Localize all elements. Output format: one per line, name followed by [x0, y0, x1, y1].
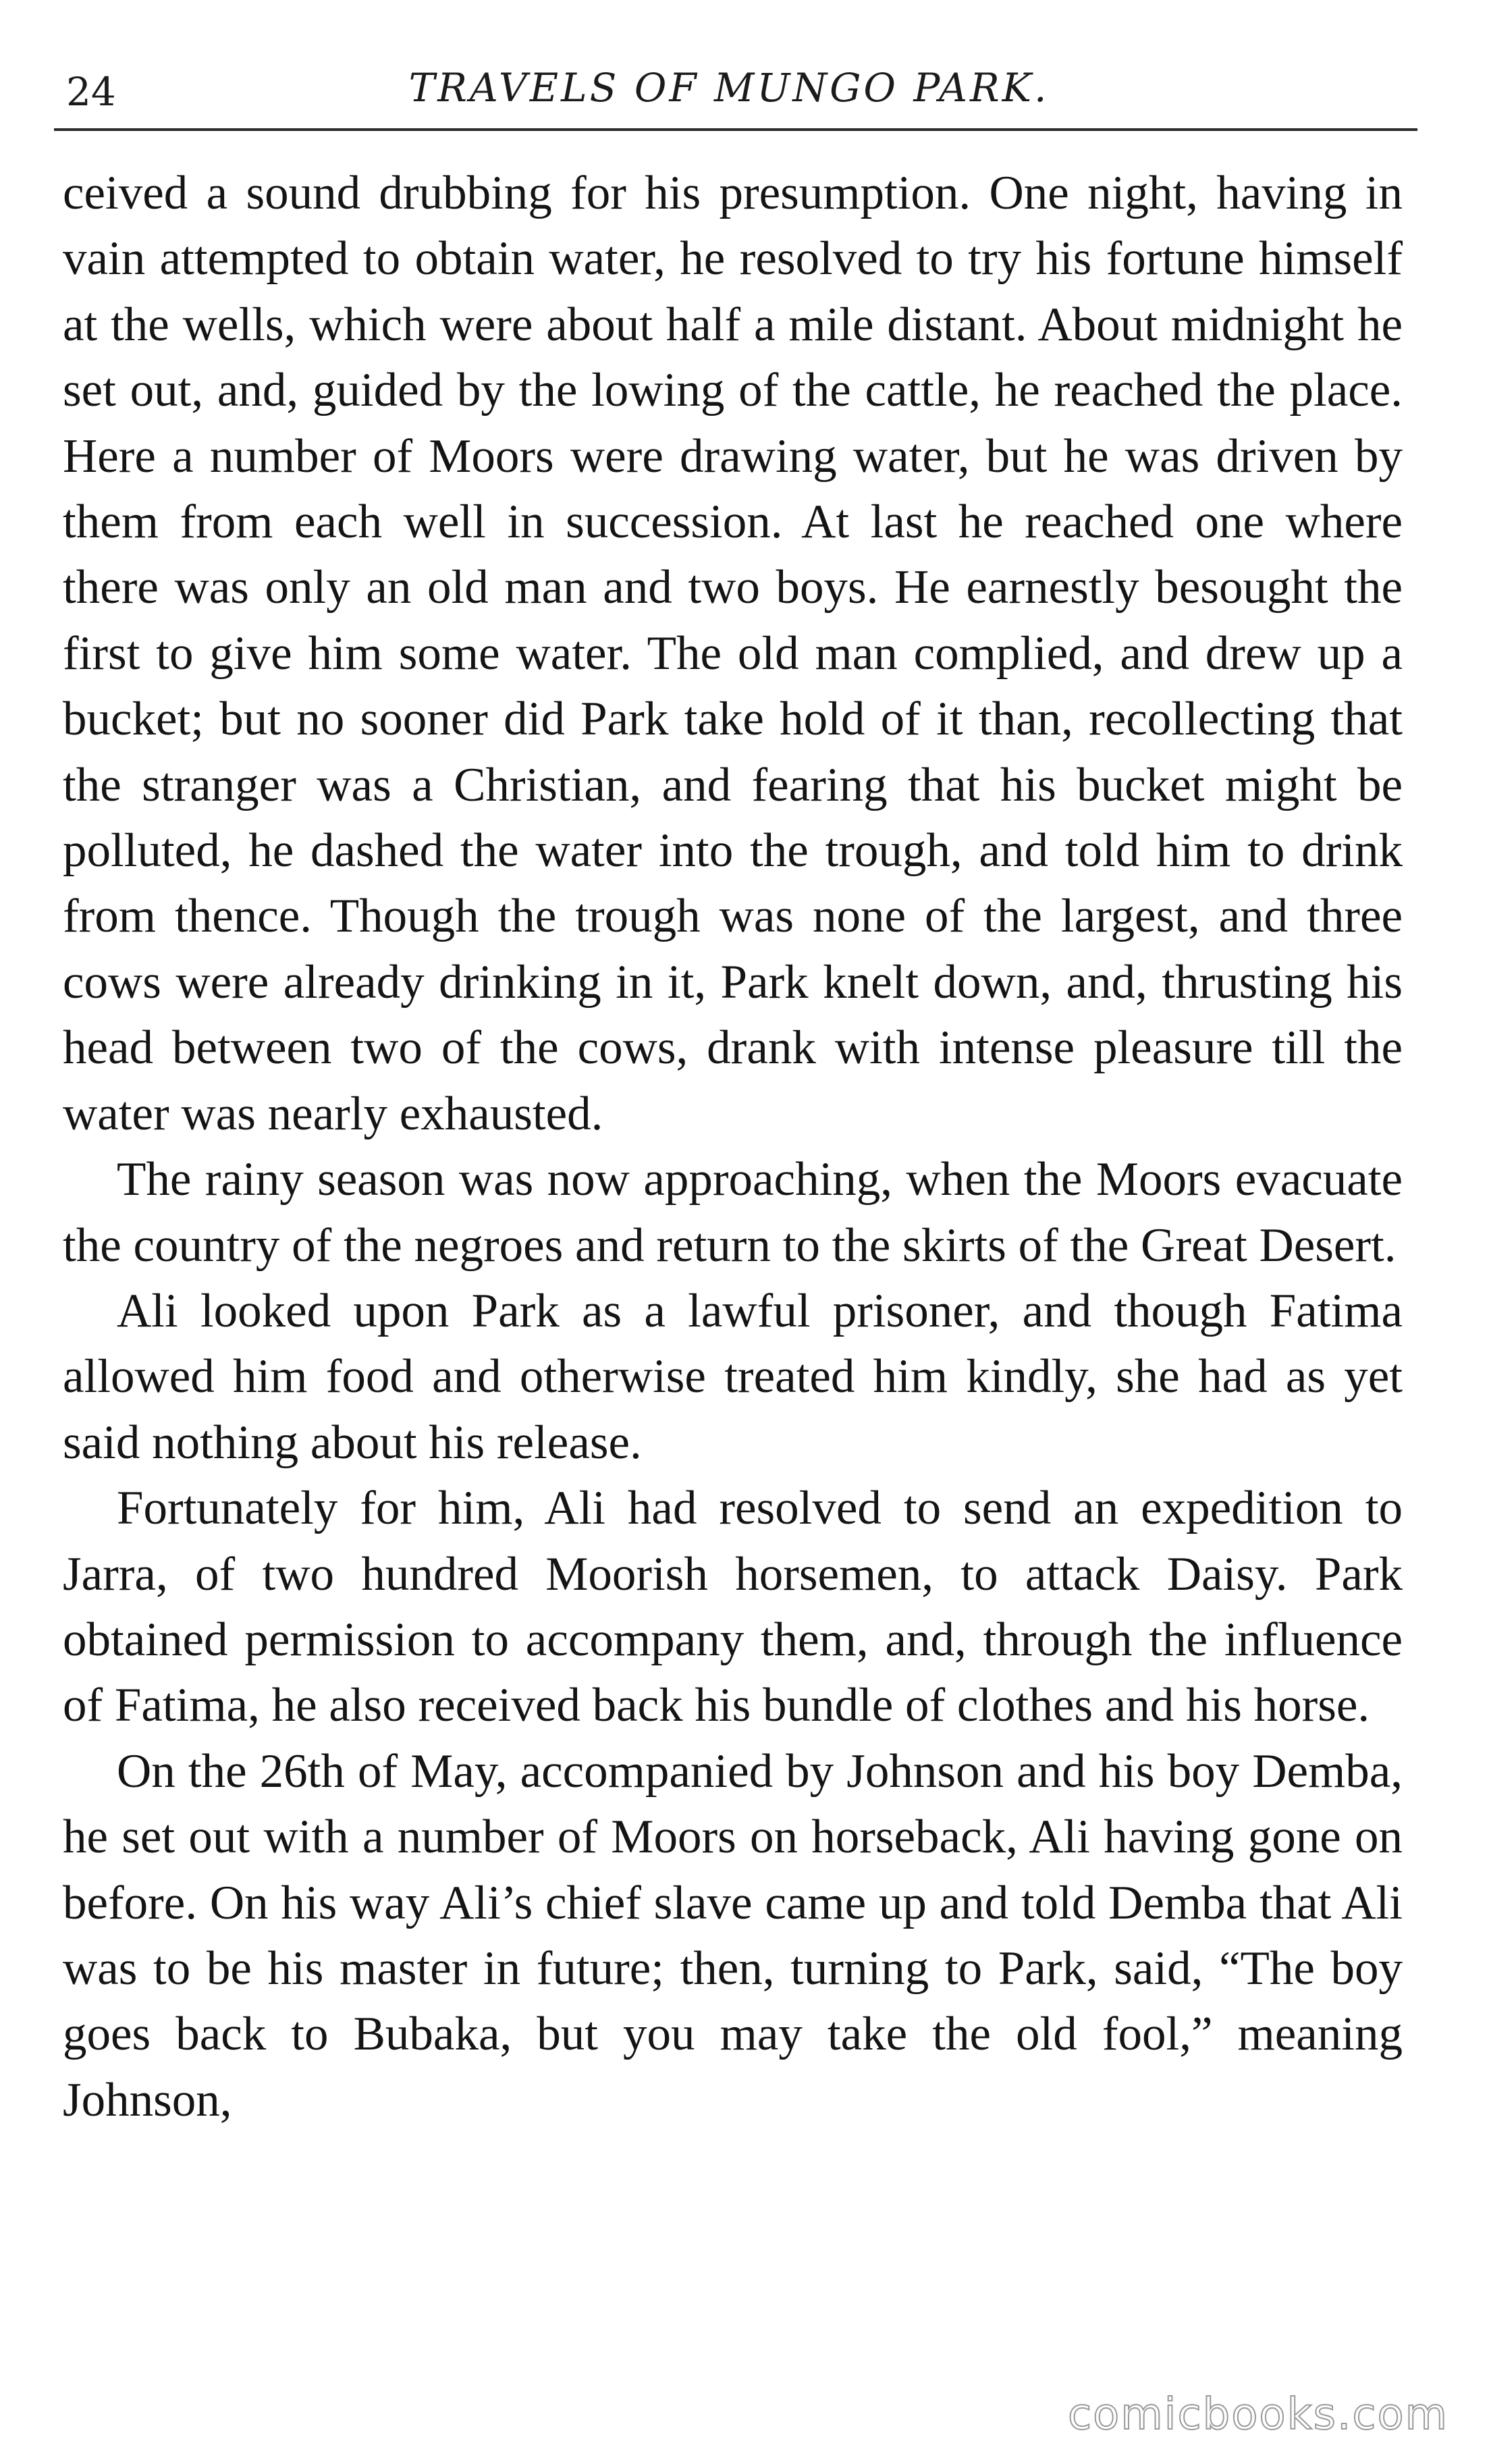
page-header: [47, 62, 1411, 136]
page-number: 24: [66, 69, 116, 115]
paragraph-1: ceived a sound drubbing for his presumption. One night, having in vain attempted to obtain water, he resolved to try his fortune himself at the wells, which were about half a mile distant. About midnight he set out, and, guided by the lowing of the cattle, he reached the place. Here a number of Moors were drawing water, but he was driven by them from each well in succession. At last he reached one where there was only an old man and two boys. He earnestly besought the first to give him some water. The old man complied, and drew up a bucket; but no sooner did Park take hold of it than, recollecting that the stranger was a Christian, and fearing that his bucket might be polluted, he dashed the water into the trough, and told him to drink from thence. Though the trough was none of the largest, and three cows were already drinking in it, Park knelt down, and, thrusting his head between two of the cows, drank with intense pleasure till the water was nearly exhausted.: [63, 167, 1403, 1140]
paragraph-5: On the 26th of May, accompanied by Johnson and his boy Demba, he set out with a number of Moors on horseback, Ali having gone on before. On his way Ali’s chief slave came up and told Demba that Ali was to be his master in future; then, turning to Park, said, “The boy goes back to Bubaka, but you may take the old fool,” meaning Johnson,: [63, 1744, 1403, 2126]
paragraph-3: Ali looked upon Park as a lawful prisoner, and though Fatima allowed him food and otherwise treated him kindly, she had as yet said nothing about his release.: [63, 1284, 1403, 1469]
running-title: TRAVELS OF MUNGO PARK.: [408, 65, 1050, 111]
watermark: comicbooks.com: [1067, 2390, 1449, 2440]
body-text: [63, 161, 1403, 2133]
paragraph-4: Fortunately for him, Ali had resolved to send an expedition to Jarra, of two hundred Moorish horsemen, to attack Daisy. Park obtained permission to accompany them, and, through the influence of Fatima, he also received back his bundle of clothes and his horse.: [63, 1482, 1403, 1732]
header-rule: [54, 128, 1417, 131]
paragraph-2: The rainy season was now approaching, when the Moors evacuate the country of the negroes and return to the skirts of the Great Desert.: [63, 1153, 1403, 1272]
